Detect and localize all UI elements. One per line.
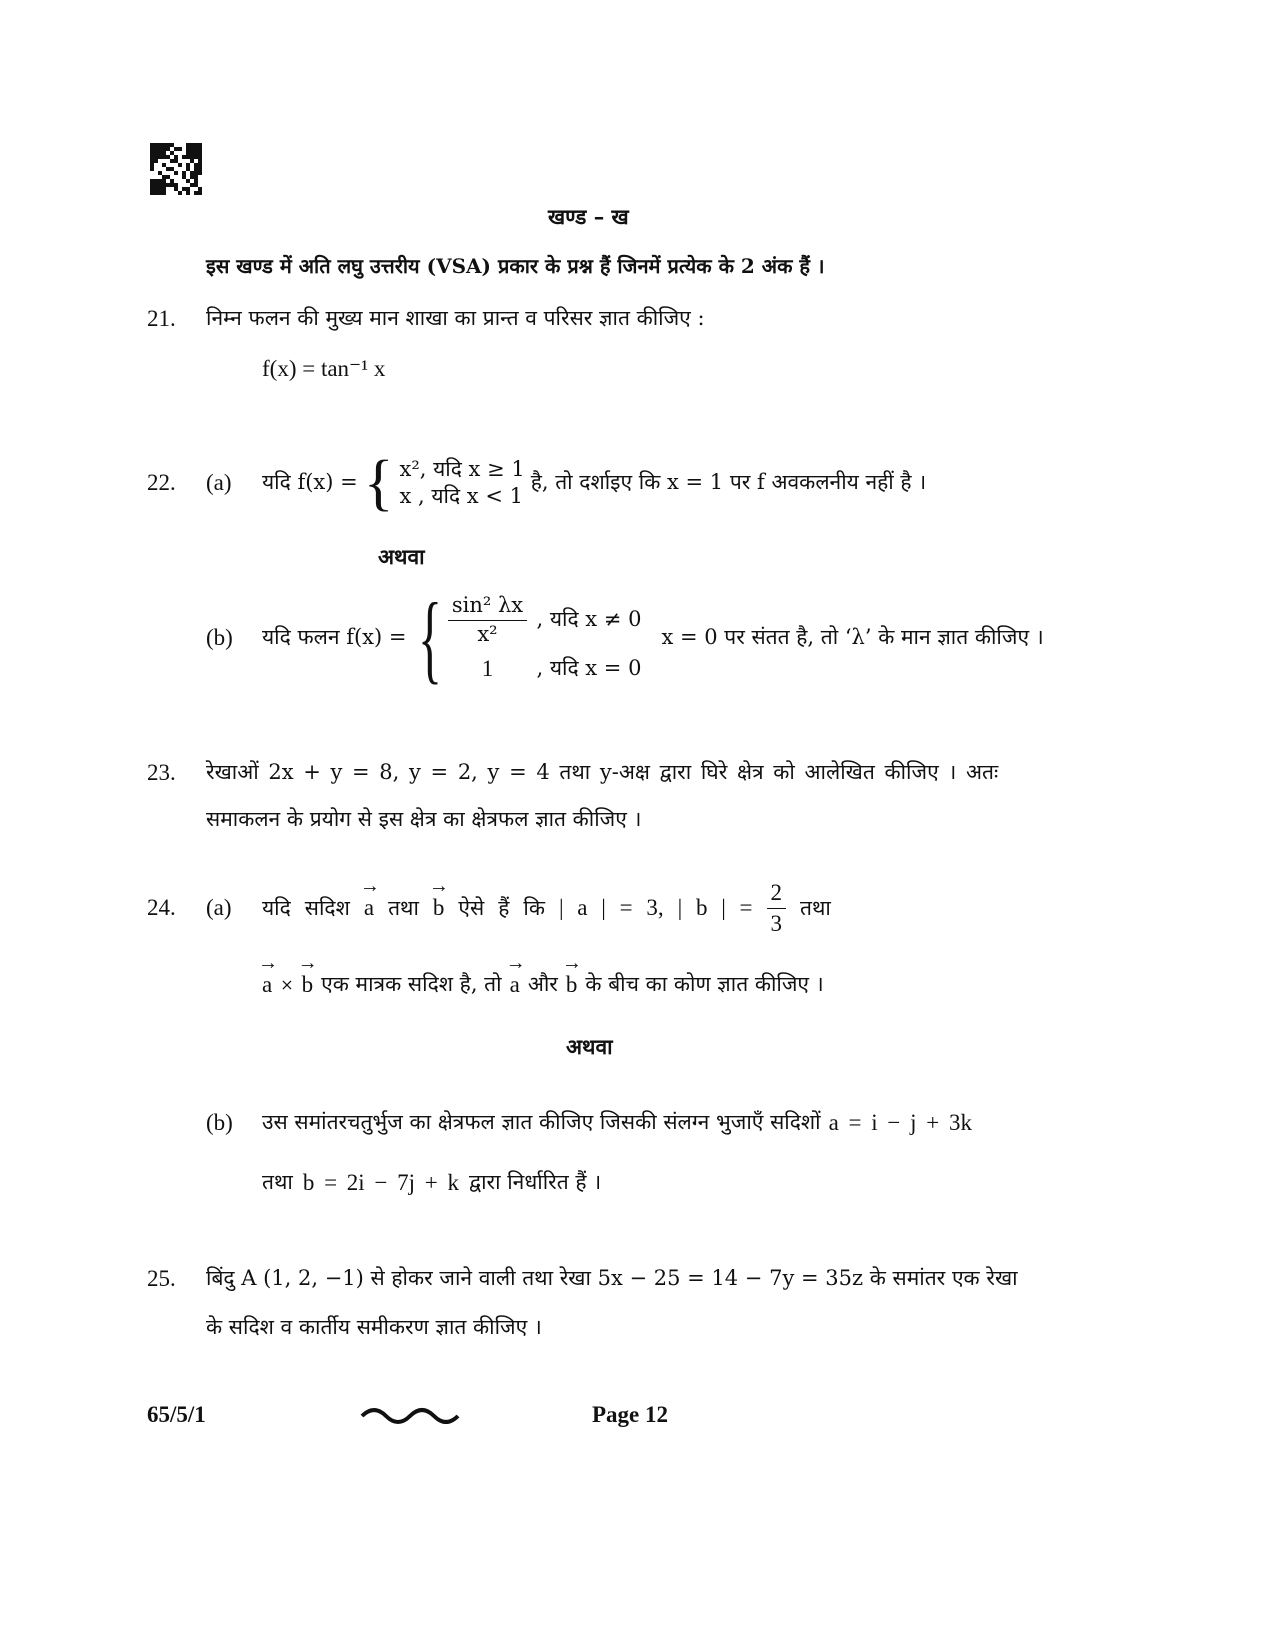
- paper-code: 65/5/1: [147, 1402, 206, 1427]
- vector-b: → b: [566, 970, 578, 1000]
- text: एक मात्रक सदिश है, तो: [321, 972, 502, 997]
- vector-a: → a: [262, 970, 272, 1000]
- question-21: [147, 304, 705, 334]
- part-label: (a): [206, 470, 232, 496]
- question-text: बिंदु A (1, 2, −1) से होकर जाने वाली तथा रेखा 5x − 25 = 14 − 7y = 35z के समांतर एक रेखा: [206, 1266, 1018, 1291]
- magnitude-b: | b | =: [677, 895, 753, 921]
- question-text: रेखाओं 2x + y = 8, y = 2, y = 4 तथा y-अक्ष द्वारा घिरे क्षेत्र को आलेखित कीजिए । अतः: [206, 760, 999, 785]
- vector-a: → a: [510, 970, 520, 1000]
- text: तथा: [262, 1170, 293, 1195]
- text: के बीच का कोण ज्ञात कीजिए ।: [585, 972, 824, 997]
- cases: [399, 456, 524, 511]
- formula-prefix: यदि फलन f(x) =: [262, 625, 407, 650]
- vector-b-expression: b = 2i − 7j + k: [302, 1170, 460, 1195]
- fraction-denominator: x²: [477, 621, 498, 646]
- fraction: [442, 592, 532, 648]
- vector-a: → a: [364, 893, 374, 923]
- cross-symbol: ×: [280, 974, 294, 994]
- question-24b-line-2: [262, 1168, 601, 1198]
- case-1: x², यदि x ≥ 1: [399, 456, 525, 481]
- wave-ornament: [360, 1404, 468, 1424]
- text: तथा: [388, 895, 419, 920]
- part-label: (b): [206, 1110, 233, 1135]
- text: हैं: [498, 895, 510, 920]
- text: यदि: [262, 895, 291, 920]
- part-label: (b): [206, 625, 233, 651]
- question-text: निम्न फलन की मुख्य मान शाखा का प्रान्त व परिसर ज्ञात कीजिए :: [206, 306, 705, 331]
- case-2: x , यदि x < 1: [399, 484, 523, 508]
- formula-prefix: यदि f(x) =: [262, 470, 358, 495]
- question-22a: [147, 449, 927, 517]
- case-value: 1: [481, 655, 494, 681]
- question-23: [147, 758, 998, 788]
- text: ऐसे: [458, 895, 485, 920]
- cases: [442, 592, 641, 683]
- question-24a-line-1: [147, 878, 831, 939]
- text: कि: [523, 895, 545, 920]
- magnitude-a: | a | = 3,: [558, 895, 664, 921]
- question-number: 23.: [147, 760, 176, 785]
- question-number: 25.: [147, 1266, 176, 1291]
- text: और: [527, 972, 558, 997]
- part-label: (a): [206, 895, 232, 921]
- case-2: [442, 654, 641, 684]
- fraction-numerator: 2: [767, 878, 787, 909]
- qr-code: [150, 143, 202, 195]
- question-text: के सदिश व कार्तीय समीकरण ज्ञात कीजिए ।: [206, 1315, 542, 1339]
- brace: {: [363, 449, 394, 517]
- question-text: समाकलन के प्रयोग से इस क्षेत्र का क्षेत्रफल ज्ञात कीजिए ।: [206, 807, 642, 831]
- question-22b: [206, 582, 1044, 693]
- text: सदिश: [304, 895, 350, 920]
- fraction: [767, 878, 787, 939]
- question-25: [147, 1264, 1018, 1294]
- question-text: है, तो दर्शाइए कि x = 1 पर f अवकलनीय नहीं है ।: [530, 470, 927, 495]
- section-title: खण्ड – ख: [548, 204, 629, 229]
- page-number: Page 12: [592, 1402, 669, 1427]
- vector-a-expression: a = i − j + 3k: [828, 1110, 972, 1135]
- condition-2: , यदि x = 0: [536, 656, 642, 681]
- brace: {: [418, 582, 443, 693]
- question-number: 24.: [147, 895, 176, 921]
- text: द्वारा निर्धारित हैं ।: [469, 1170, 602, 1195]
- case-1: [442, 592, 641, 648]
- question-24b-line-1: [206, 1108, 972, 1138]
- vector-b: → b: [302, 970, 314, 1000]
- text: तथा: [800, 895, 831, 920]
- condition-1: , यदि x ≠ 0: [536, 607, 642, 632]
- question-number: 22.: [147, 470, 176, 496]
- qr-module: [198, 191, 202, 195]
- or-label: अथवा: [566, 1034, 613, 1059]
- question-24a-line-2: [262, 970, 824, 1000]
- question-number: 21.: [147, 306, 176, 331]
- or-label: अथवा: [378, 544, 425, 569]
- section-instructions: इस खण्ड में अति लघु उत्तरीय (VSA) प्रकार के प्रश्न हैं जिनमें प्रत्येक के 2 अंक हैं ।: [206, 254, 825, 278]
- question-text: उस समांतरचतुर्भुज का क्षेत्रफल ज्ञात कीजिए जिसकी संलग्न भुजाएँ सदिशों: [262, 1110, 821, 1135]
- formula: f(x) = tan⁻¹ x: [262, 356, 386, 381]
- fraction-denominator: 3: [770, 910, 783, 936]
- question-text: x = 0 पर संतत है, तो ‘λ’ के मान ज्ञात कीजिए ।: [661, 625, 1044, 650]
- fraction-numerator: sin² λx: [448, 592, 527, 620]
- vector-b: → b: [433, 893, 445, 923]
